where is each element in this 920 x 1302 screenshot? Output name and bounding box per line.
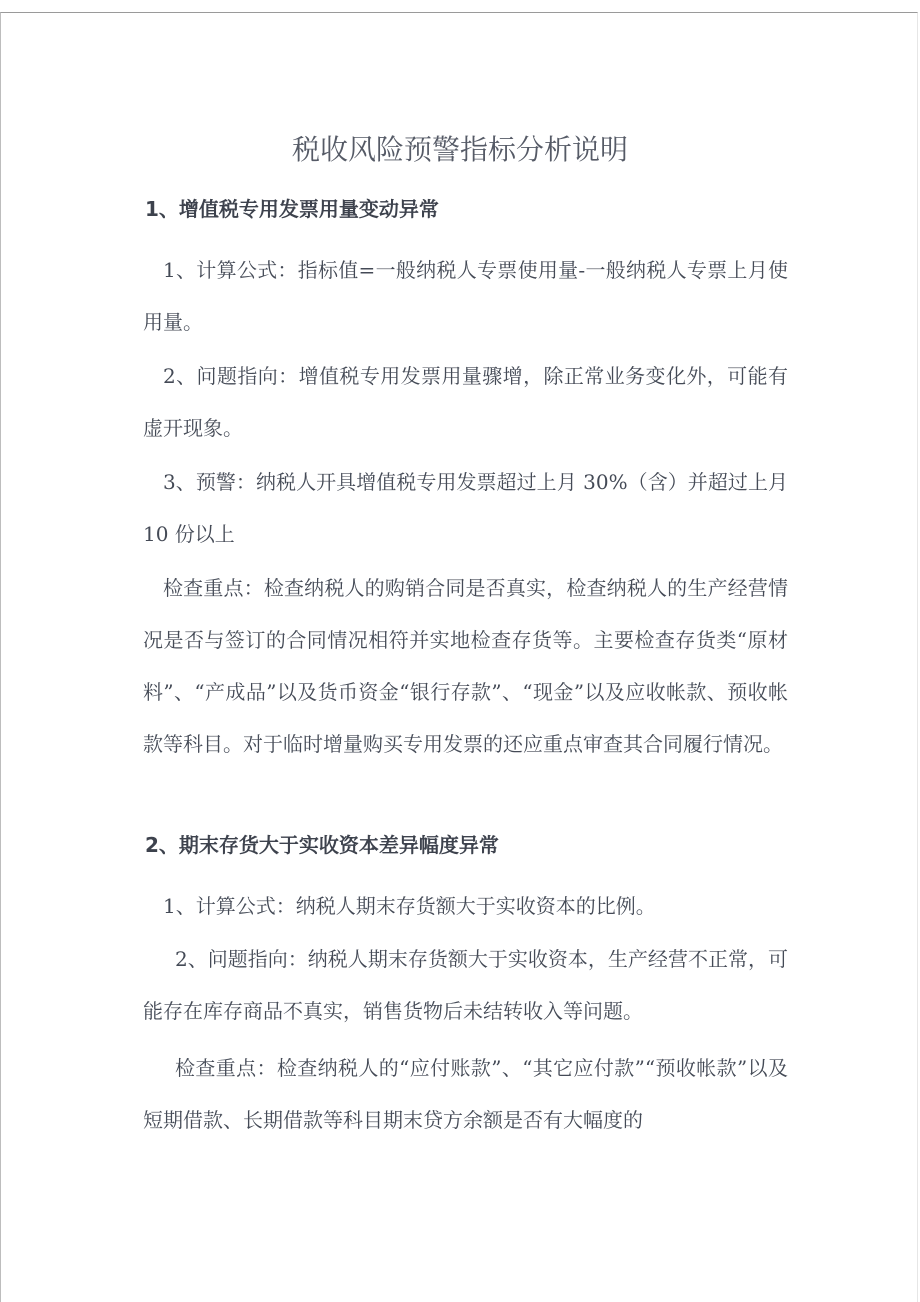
- section-2-problem: 2、问题指向：纳税人期末存货额大于实收资本，生产经营不正常，可能存在库存商品不真实，销售货物后未结转收入等问题。: [143, 947, 788, 1023]
- section-1-check-focus: 检查重点：检查纳税人的购销合同是否真实，检查纳税人的生产经营情况是否与签订的合同情况相符并实地检查存货等。主要检查存货类“原材料”、“产成品”以及货币资金“银行存款”、“现金”以及应收帐款、预收帐款等科目。对于临时增量购买专用发票的还应重点审查其合同履行情况。: [143, 576, 788, 756]
- section-1-warning: 3、预警：纳税人开具增值税专用发票超过上月 30%（含）并超过上月 10 份以上: [143, 470, 788, 546]
- section-1-problem: 2、问题指向：增值税专用发票用量骤增，除正常业务变化外，可能有虚开现象。: [143, 364, 788, 440]
- section-2-check-focus: 检查重点：检查纳税人的“应付账款”、“其它应付款”“预收帐款”以及短期借款、长期借款等科目期末贷方余额是否有大幅度的: [143, 1056, 788, 1132]
- document-title: 税收风险预警指标分析说明: [291, 133, 628, 166]
- section-1-formula: 1、计算公式：指标值=一般纳税人专票使用量-一般纳税人专票上月使用量。: [143, 258, 788, 334]
- section-1-heading: 1、增值税专用发票用量变动异常: [145, 197, 439, 221]
- section-2-heading: 2、期末存货大于实收资本差异幅度异常: [145, 833, 499, 857]
- section-2-formula: 1、计算公式：纳税人期末存货额大于实收资本的比例。: [163, 894, 656, 918]
